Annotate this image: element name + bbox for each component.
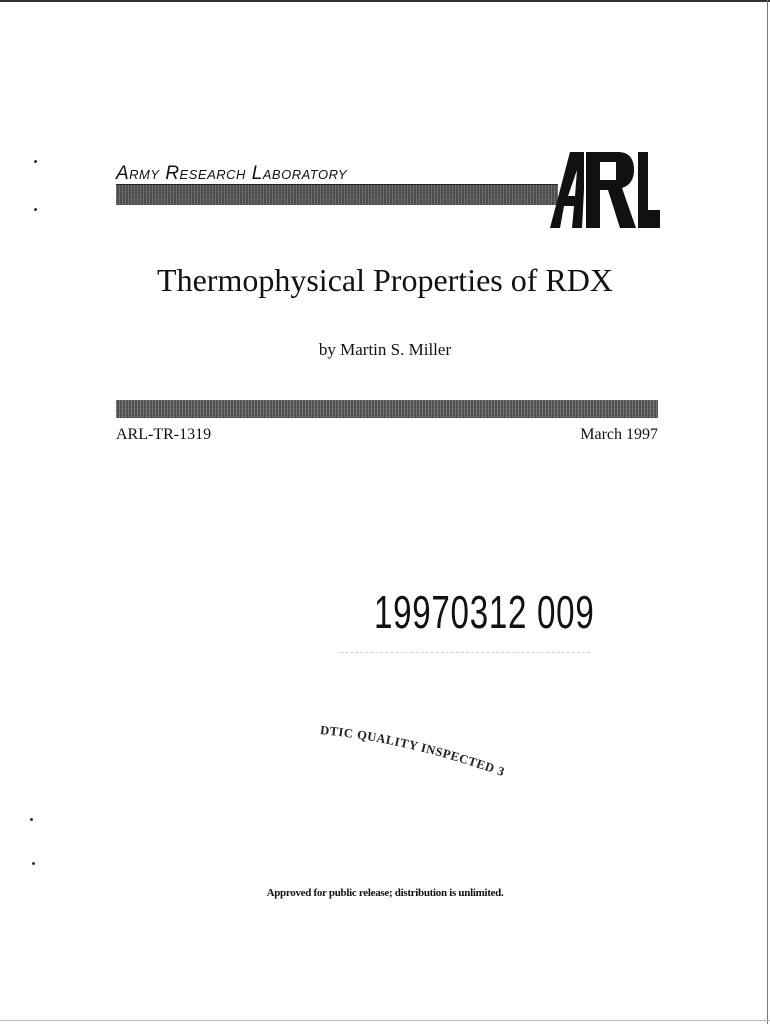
accession-number: 19970312 009 [374,586,595,638]
scan-speck [30,818,33,821]
distribution-statement: Approved for public release; distribution is unlimited. [266,887,504,899]
page-right-edge [767,0,768,1024]
report-number: ARL-TR-1319 [116,426,212,443]
lab-name: Army Research Laboratory [116,163,348,184]
faint-dashed-line [340,652,590,653]
header-bar [116,184,558,205]
dtic-quality-stamp [318,720,518,790]
scan-speck [32,862,35,865]
scan-speck [34,160,37,163]
page-bottom-edge [0,1020,770,1021]
svg-text:DTIC QUALITY INSPECTED 3 [320,723,507,779]
stamp-text: DTIC QUALITY INSPECTED 3 [319,723,507,780]
page-top-edge [0,0,770,2]
divider-bar [116,400,658,418]
document-title: Thermophysical Properties of RDX [157,262,613,298]
author-line: by Martin S. Miller [318,340,452,359]
scan-speck [34,208,37,211]
report-date: March 1997 [580,426,658,443]
arl-logo [548,150,660,228]
